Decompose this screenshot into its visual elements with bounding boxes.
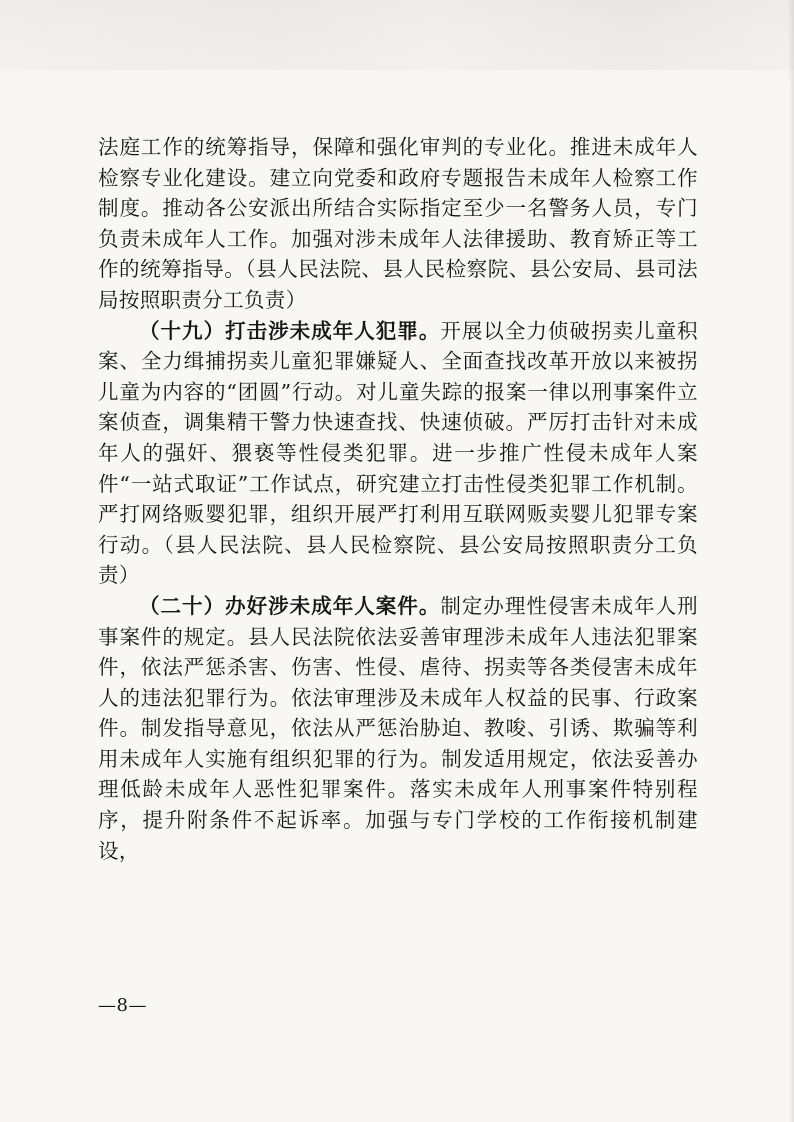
item-19-text: 开展以全力侦破拐卖儿童积案、全力缉捕拐卖儿童犯罪嫌疑人、全面查找改革开放以来被拐儿童为内容的“团圆”行动。对儿童失踪的报案一律以刑事案件立案侦查，调集精干警力快速查找、快速侦破。严厉打击针对未成年人的强奸、猥亵等性侵类犯罪。进一步推广性侵未成年人案件“一站式取证”工作试点，研究建立打击性侵类犯罪工作机制。严打网络贩婴犯罪，组织开展严打利用互联网贩卖婴儿犯罪专案行动。（县人民法院、县人民检察院、县公安局按照职责分工负责） (98, 318, 698, 588)
paragraph-item-20 (98, 591, 698, 866)
scan-top-noise (0, 0, 794, 70)
item-20-heading: （二十）办好涉未成年人案件。 (139, 593, 441, 618)
scan-right-edge (788, 0, 794, 1122)
paragraph-continued (98, 132, 698, 316)
paragraph-text: 法庭工作的统筹指导，保障和强化审判的专业化。推进未成年人检察专业化建设。建立向党委和政府专题报告未成年人检察工作制度。推动各公安派出所结合实际指定至少一名警务人员，专门负责未成年人工作。加强对涉未成年人法律援助、教育矫正等工作的统筹指导。（县人民法院、县人民检察院、县公安局、县司法局按照职责分工负责） (98, 135, 698, 312)
document-body (98, 132, 698, 866)
item-20-text: 制定办理性侵害未成年人刑事案件的规定。县人民法院依法妥善审理涉未成年人违法犯罪案件，依法严惩杀害、伤害、性侵、虐待、拐卖等各类侵害未成年人的违法犯罪行为。依法审理涉及未成年人权益的民事、行政案件。制发指导意见，依法从严惩治胁迫、教唆、引诱、欺骗等利用未成年人实施有组织犯罪的行为。制发适用规定，依法妥善办理低龄未成年人恶性犯罪案件。落实未成年人刑事案件特别程序，提升附条件不起诉率。加强与专门学校的工作衔接机制建设， (98, 593, 698, 863)
paragraph-item-19 (98, 316, 698, 591)
item-19-heading: （十九）打击涉未成年人犯罪。 (139, 318, 441, 343)
page-number: —8— (98, 995, 147, 1016)
